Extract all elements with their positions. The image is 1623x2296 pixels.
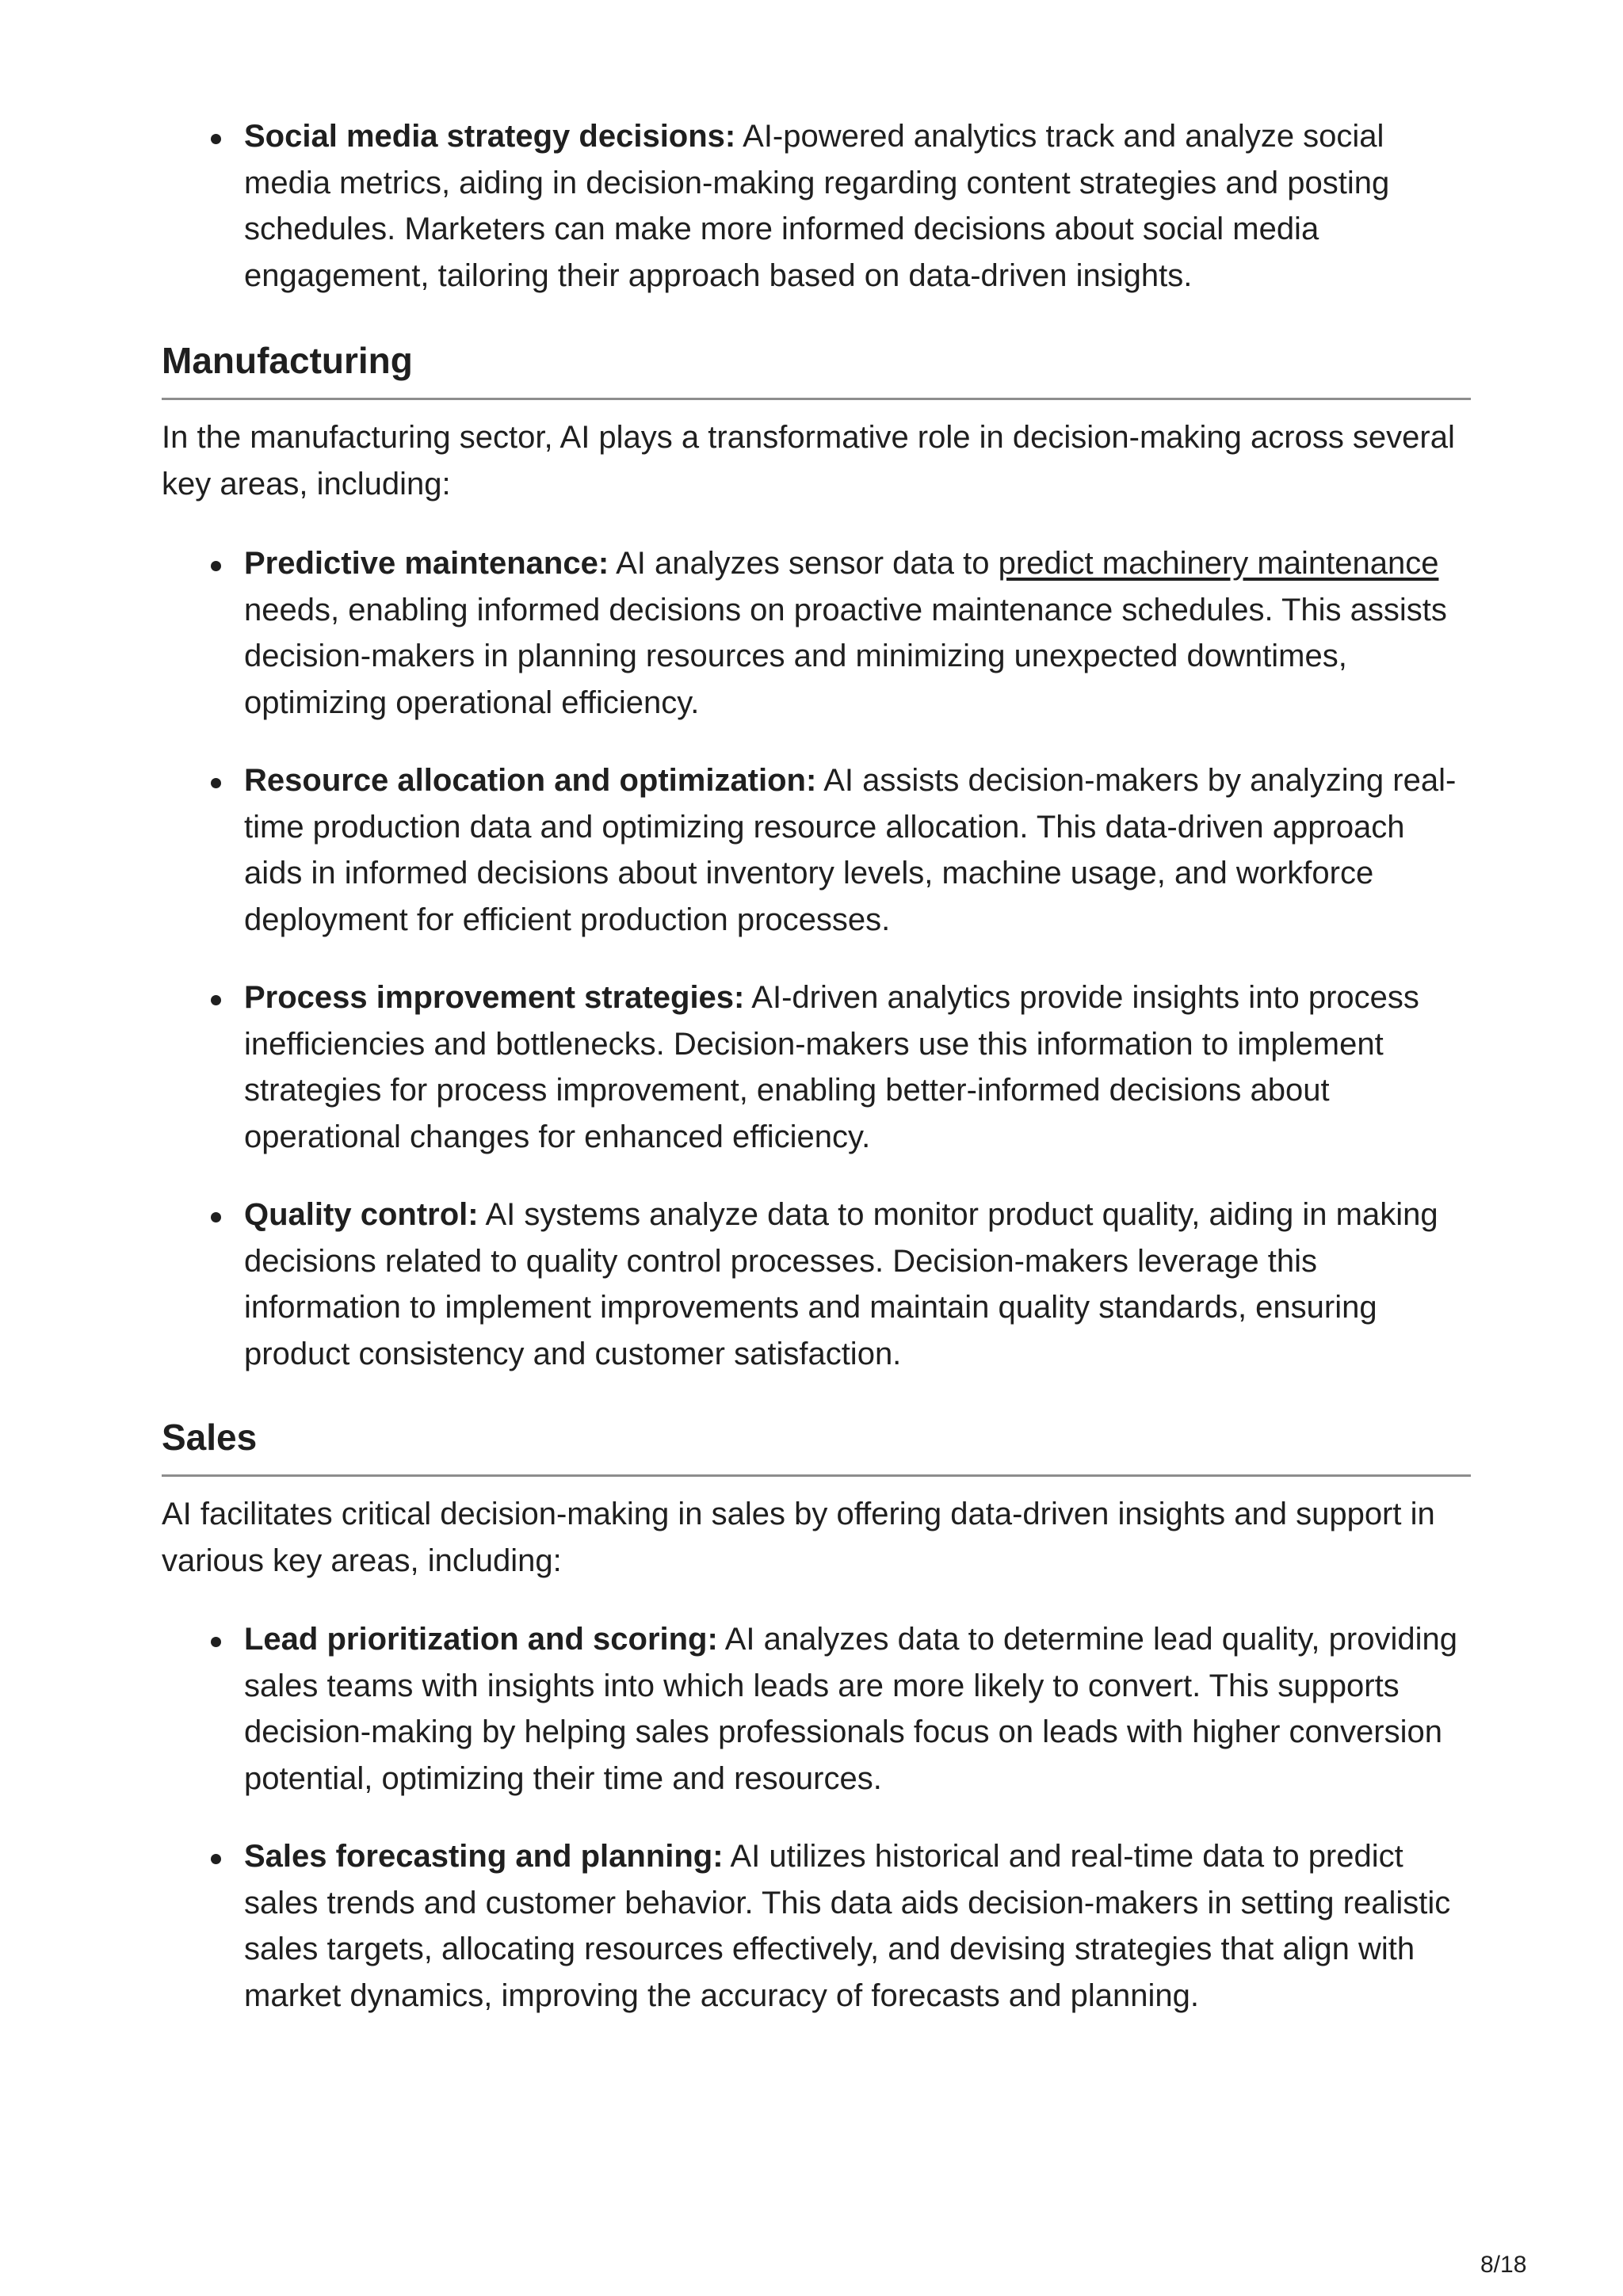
- list-item-text: AI systems analyze data to monitor product quality, aiding in making decisions related to quality control processes. Decision-makers leverage this information to implement improvements and maintain quality standards, ensuring product consistency and customer satisfaction.: [244, 1197, 1438, 1371]
- list-item-term: Sales forecasting and planning:: [244, 1839, 724, 1874]
- manufacturing-intro: In the manufacturing sector, AI plays a transformative role in decision-making across several key areas, including:: [162, 420, 1455, 502]
- list-item: [162, 974, 1471, 1160]
- list-item: [162, 540, 1471, 726]
- list-item-term: Lead prioritization and scoring:: [244, 1622, 718, 1657]
- list-item-term: Quality control:: [244, 1197, 479, 1232]
- list-item: [162, 757, 1471, 943]
- list-item-term: Social media strategy decisions:: [244, 119, 736, 154]
- manufacturing-list: [162, 1192, 1471, 1377]
- list-item-text: AI assists decision-makers by analyzing real-time production data and optimizing resource allocation. This data-driven approach aids in informed decisions about inventory levels, machine usage, and workforce deployment for efficient production processes.: [244, 763, 1457, 937]
- list-item-text: AI analyzes sensor data to: [609, 546, 999, 581]
- manufacturing-list: [162, 757, 1471, 943]
- predict-machinery-maintenance-link[interactable]: predict machinery maintenance: [998, 546, 1439, 581]
- social-media-list: [162, 113, 1471, 299]
- list-item: [162, 1616, 1471, 1802]
- sales-list: [162, 1833, 1471, 2019]
- list-item-text: AI-driven analytics provide insights into process inefficiencies and bottlenecks. Decision-makers use this information to implement strategies for process improvement, enabling better-informed decisions about operational changes for enhanced efficiency.: [244, 980, 1419, 1154]
- list-item-term: Resource allocation and optimization:: [244, 763, 817, 798]
- list-item-term: Process improvement strategies:: [244, 980, 745, 1015]
- section-heading-manufacturing: Manufacturing: [162, 338, 1471, 400]
- page-number: 8/18: [1480, 2252, 1527, 2278]
- list-item-text: AI utilizes historical and real-time data to predict sales trends and customer behavior. This data aids decision-makers in setting realistic sales targets, allocating resources effectively, and devising strategies that align with market dynamics, improving the accuracy of forecasts and planning.: [244, 1839, 1451, 2013]
- sales-intro: AI facilitates critical decision-making in sales by offering data-driven insights and support in various key areas, including:: [162, 1497, 1435, 1578]
- list-item-text: AI-powered analytics track and analyze social media metrics, aiding in decision-making regarding content strategies and posting schedules. Marketers can make more informed decisions about social media engagement, tailoring their approach based on data-driven insights.: [244, 119, 1390, 293]
- list-item: [162, 1192, 1471, 1377]
- manufacturing-list: [162, 540, 1471, 726]
- manufacturing-list: [162, 974, 1471, 1160]
- list-item-text: AI analyzes data to determine lead quality, providing sales teams with insights into which leads are more likely to convert. This supports decision-making by helping sales professionals focus on leads with higher conversion potential, optimizing their time and resources.: [244, 1622, 1457, 1796]
- list-item-text: needs, enabling informed decisions on proactive maintenance schedules. This assists decision-makers in planning resources and minimizing unexpected downtimes, optimizing operational efficiency.: [244, 592, 1447, 720]
- list-item: [162, 113, 1471, 299]
- sales-list: [162, 1616, 1471, 1802]
- section-heading-sales: Sales: [162, 1414, 1471, 1477]
- list-item-term: Predictive maintenance:: [244, 546, 609, 581]
- list-item: [162, 1833, 1471, 2019]
